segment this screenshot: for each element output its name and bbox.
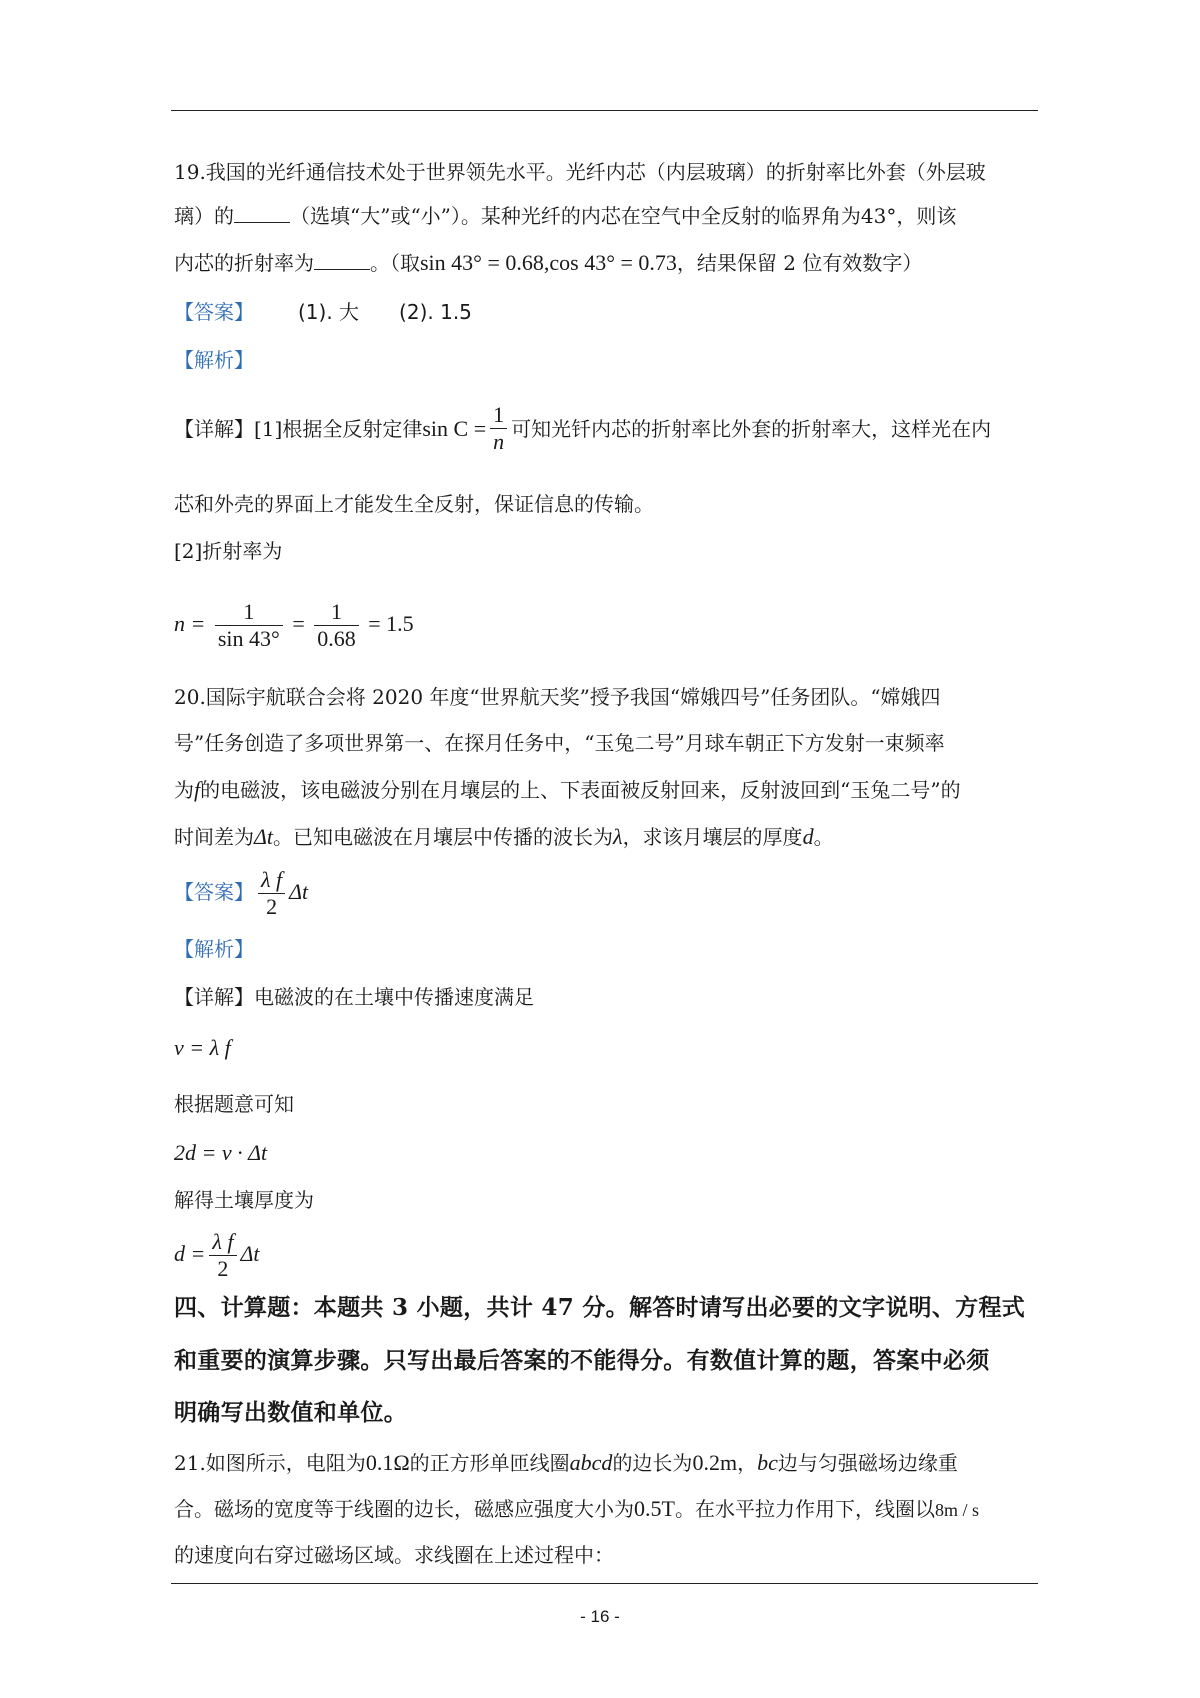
q20-text-b: 解得土壤厚度为 xyxy=(174,1188,314,1212)
q20-eq-2d: 2d = v · Δt xyxy=(174,1140,268,1165)
fraction-lambda-f-over-2: $\frac{\text{λ f}}{2}$ xyxy=(209,1229,236,1282)
fraction-lambda-f-over-2: $\frac{\text{λ f}}{2}$ xyxy=(258,867,285,920)
q19-detail-line3: [2]折射率为 xyxy=(174,539,283,563)
section4-line3: 明确写出数值和单位。 xyxy=(174,1399,407,1426)
q20-analysis-tag: 【解析】 xyxy=(174,937,254,961)
q20-line2: 号”任务创造了多项世界第一、在探月任务中，“玉兔二号”月球车朝正下方发射一束频率 xyxy=(174,731,945,755)
section4-line1: 四、计算题：本题共 3 小题，共计 47 分。解答时请写出必要的文字说明、方程式 xyxy=(174,1294,1026,1321)
q21-line2: 合。磁场的宽度等于线圈的边长，磁感应强度大小为0.5T。在水平拉力作用下，线圈以8m / s xyxy=(174,1496,979,1521)
section4-line2: 和重要的演算步骤。只写出最后答案的不能得分。有数值计算的题，答案中必须 xyxy=(174,1347,990,1374)
q19-line1: 19.我国的光纤通信技术处于世界领先水平。光纤内芯（内层玻璃）的折射率比外套（外层玻 xyxy=(174,160,986,184)
q19-analysis-tag: 【解析】 xyxy=(174,348,254,372)
answer-tag: 【答案】 xyxy=(174,300,254,324)
answer-blank xyxy=(314,251,370,270)
q20-line3: 为f的电磁波，该电磁波分别在月壤层的上、下表面被反射回来，反射波回到“玉兔二号”的 xyxy=(174,777,961,802)
q21-line3: 的速度向右穿过磁场区域。求线圈在上述过程中： xyxy=(174,1543,614,1567)
header-rule xyxy=(171,110,1038,111)
q19-line3: 内芯的折射率为 。（取sin 43° = 0.68,cos 43° = 0.73，结果保留 2 位有效数字） xyxy=(174,250,923,275)
answer-blank xyxy=(234,204,290,223)
fraction-1-over-n: $\frac{1}{n}$ xyxy=(490,402,507,455)
q21-line1: 21.如图所示，电阻为0.1Ω的正方形单匝线圈abcd的边长为0.2m，bc边与匀强磁场边缘重 xyxy=(174,1450,958,1475)
fraction-1-over-068: $\frac{1}{0.68}$ xyxy=(314,599,359,652)
q19-detail-line2: 芯和外壳的界面上才能发生全反射，保证信息的传输。 xyxy=(174,492,654,516)
q20-detail-line1: 【详解】电磁波的在土壤中传播速度满足 xyxy=(174,985,534,1009)
q20-eq-v: v = λ f xyxy=(174,1035,231,1060)
q20-eq-d: d = $\frac{\text{λ f}}{2}$ Δt xyxy=(174,1229,260,1282)
q20-line1: 20.国际宇航联合会将 2020 年度“世界航天奖”授予我国“嫦娥四号”任务团队。“嫦娥四 xyxy=(174,685,941,709)
q20-line4: 时间差为Δt。已知电磁波在月壤层中传播的波长为λ，求该月壤层的厚度d。 xyxy=(174,824,834,849)
q19-line2: 璃）的 （选填“大”或“小”）。某种光纤的内芯在空气中全反射的临界角为43°，则该 xyxy=(174,204,957,228)
q19-answer: 【答案】 (1). 大 (2). 1.5 xyxy=(174,300,472,324)
answer-tag: 【答案】 xyxy=(174,880,254,904)
q19-equation: n = $\frac{1}{\sin 43^\circ}$ = $\frac{1}{0.68}$ = 1.5 xyxy=(174,599,414,652)
q20-answer: 【答案】 $\frac{\text{λ f}}{2}$ Δt xyxy=(174,867,309,919)
q19-detail-line1: 【详解】[1]根据全反射定律sin C = $\frac{1}{n}$ 可知光钎内芯的折射率比外套的折射率大，这样光在内 xyxy=(174,402,992,454)
footer-rule xyxy=(171,1583,1038,1584)
page-number: - 16 - xyxy=(580,1607,620,1626)
fraction-1-over-sin43: $\frac{1}{\sin 43^\circ}$ xyxy=(215,599,283,652)
q20-text-a: 根据题意可知 xyxy=(174,1092,294,1116)
